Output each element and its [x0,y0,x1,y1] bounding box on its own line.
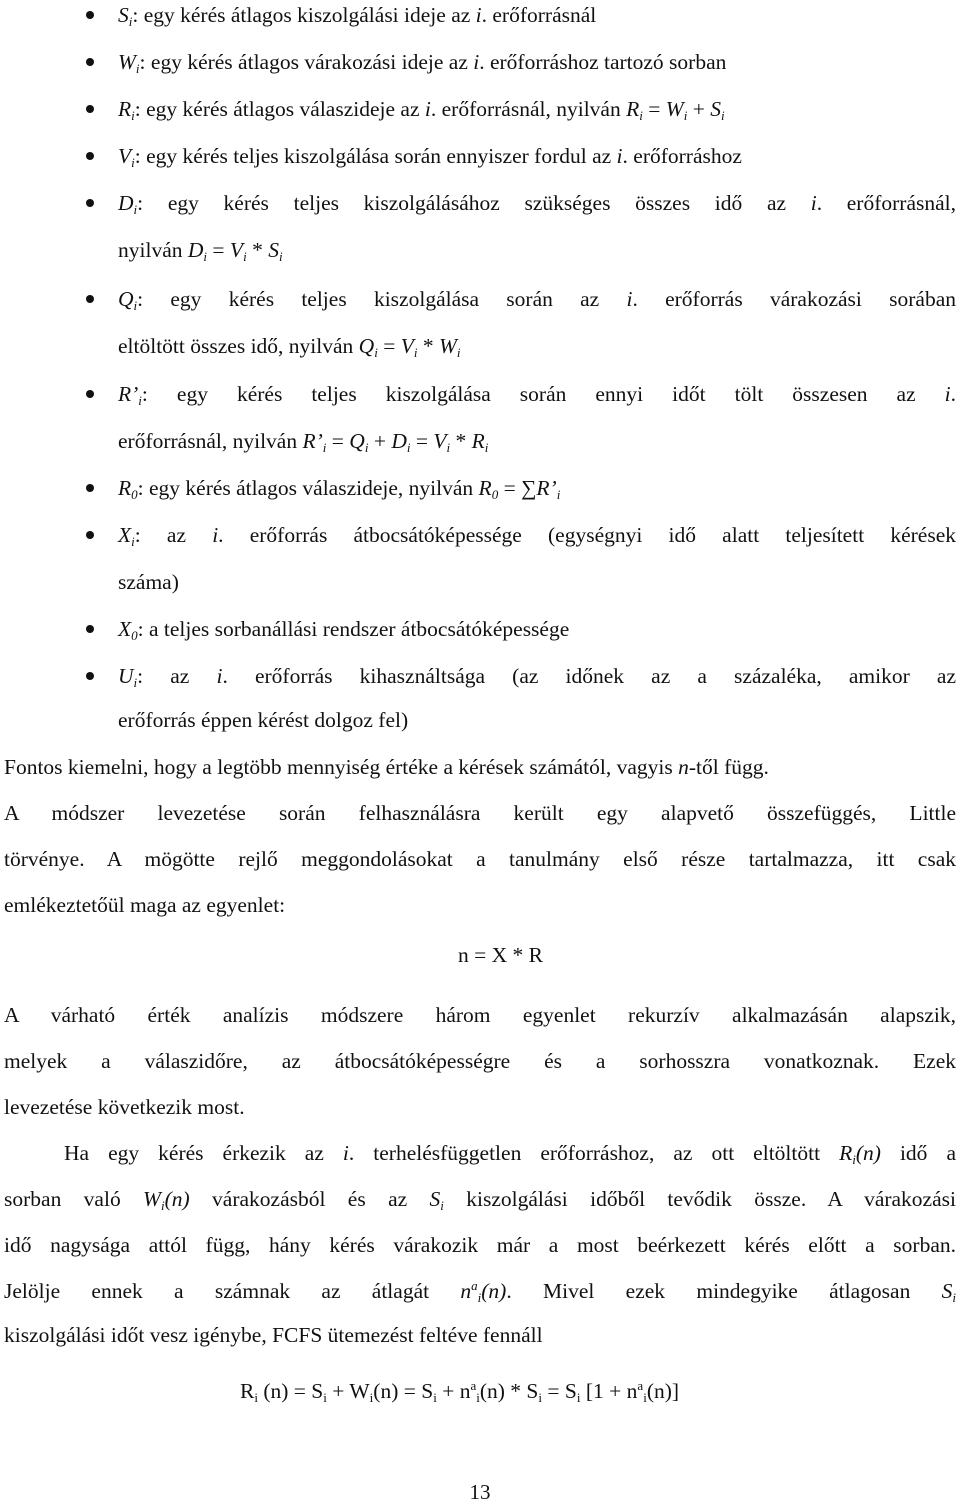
bullet-dot [86,58,94,66]
bullet-item-xi-cont: száma) [118,570,179,594]
paragraph-little-2: törvénye. A mögötte rejlő meggondolásokat a tanulmány első része tartalmazza, itt csak [4,847,956,871]
bullet-item-si: $S_i$: egy kérés átlagos kiszolgálási ideje az i. erőforrásnál [118,3,597,29]
paragraph-arrival-5: kiszolgálási időt vesz igénybe, FCFS ütemezést feltéve fennáll [4,1323,543,1347]
paragraph-little-3: emlékeztetőül maga az egyenlet: [4,893,286,917]
page-number: 13 [469,1480,491,1504]
paragraph-mva-2: melyek a válaszidőre, az átbocsátóképességre és a sorhosszra vonatkoznak. Ezek [4,1049,956,1073]
bullet-item-r0: $R_0$: egy kérés átlagos válaszideje, nyilván $R_0$ = $\sum R’_i$ [118,476,561,502]
bullet-item-xi: $X_i$: az i. erőforrás átbocsátóképessége (egységnyi idő alatt teljesített kérések [118,523,957,549]
paragraph-fontos: Fontos kiemelni, hogy a legtöbb mennyiség értéke a kérések számától, vagyis n-től függ. [4,755,769,779]
bullet-item-vi: $V_i$: egy kérés teljes kiszolgálása során ennyiszer fordul az i. erőforráshoz [118,144,742,170]
paragraph-little-1: A módszer levezetése során felhasználásra került egy alapvető összefüggés, Little [4,801,956,825]
equation-little: n = X * R [458,943,543,967]
bullet-item-ui: $U_i$: az i. erőforrás kihasználtsága (az időnek az a százaléka, amikor az [118,664,956,690]
bullet-dot [86,625,94,633]
paragraph-arrival-3: idő nagysága attól függ, hány kérés várakozik már a most beérkezett kérés előtt a sorban. [4,1233,956,1257]
paragraph-mva-1: A várható érték analízis módszere három egyenlet rekurzív alkalmazásán alapszik, [4,1003,956,1027]
bullet-item-wi: $W_i$: egy kérés átlagos várakozási ideje az i. erőforráshoz tartozó sorban [118,50,727,76]
paragraph-mva-3: levezetése következik most. [4,1095,245,1119]
bullet-dot [86,672,94,680]
bullet-item-ui-cont: erőforrás éppen kérést dolgoz fel) [118,708,409,732]
bullet-item-qi: $Q_i$: egy kérés teljes kiszolgálása során az i. erőforrás várakozási sorában [118,287,957,313]
bullet-item-x0: $X_0$: a teljes sorbanállási rendszer átbocsátóképessége [118,617,570,643]
paragraph-arrival-1: Ha egy kérés érkezik az i. terhelésfüggetlen erőforráshoz, az ott eltöltött $R_i(n)$ idő a [64,1141,956,1167]
bullet-dot [86,295,94,303]
bullet-dot [86,152,94,160]
bullet-dot [86,199,94,207]
bullet-item-qi-cont: eltöltött összes idő, nyilván $Q_i = V_i * W_i$ [118,334,461,360]
bullet-dot [86,484,94,492]
paragraph-arrival-4: Jelölje ennek a számnak az átlagát $n^a_i(n)$. Mivel ezek mindegyike átlagosan $S_i$ [4,1278,957,1305]
bullet-item-ri: $R_i$: egy kérés átlagos válaszideje az i. erőforrásnál, nyilván $R_i = W_i + S_i$ [118,97,725,123]
bullet-dot [86,390,94,398]
bullet-item-rpi: $R’_i$: egy kérés teljes kiszolgálása során ennyi időt tölt összesen az i. [118,382,956,408]
bullet-item-di: $D_i$: egy kérés teljes kiszolgálásához szükséges összes idő az i. erőforrásnál, [118,191,957,217]
bullet-item-di-cont: nyilván $D_i = V_i * S_i$ [118,238,283,264]
bullet-dot [86,11,94,19]
bullet-dot [86,531,94,539]
bullet-item-rpi-cont: erőforrásnál, nyilván $R’_i = Q_i + D_i = V_i * R_i$ [118,429,489,455]
equation-response-time: $R_i$ $(n) = S_i + W_i(n) = S_i + n^a_i(n) * S_i = S_i$ $[1 + n^a_i(n)]$ [240,1378,680,1405]
bullet-dot [86,105,94,113]
paragraph-arrival-2: sorban való $W_i(n)$ várakozásból és az $S_i$ kiszolgálási időből tevődik össze. A várakozási [4,1187,956,1213]
